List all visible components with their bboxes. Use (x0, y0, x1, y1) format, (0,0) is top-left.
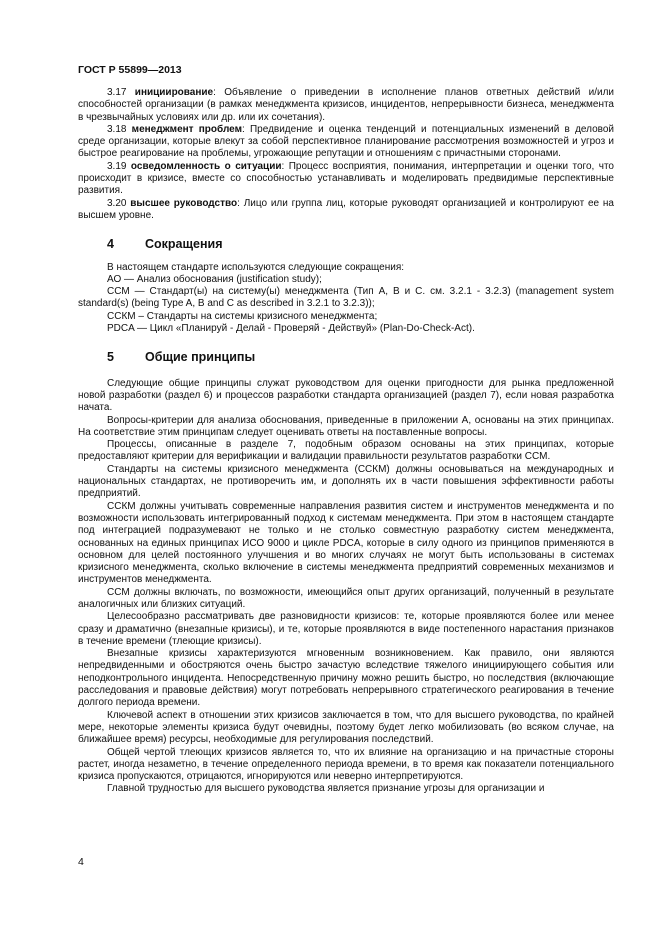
page-content (78, 87, 614, 796)
document-code: ГОСТ Р 55899—2013 (78, 64, 182, 76)
section-number: 5 (107, 350, 114, 365)
section-4-heading (78, 238, 614, 250)
paragraph: ССКМ должны учитывать современные направления развития систем и инструментов менеджмента и по возможности использовать интегрированный подход к системам менеджмента. При этом в настоящем стандарте под интеграцией подразумевают не только и не столько совместную разработку систем менеджмента, основанных на единых принципах ИСО 9000 и цикле PDCA, которые в силу одного из принципов применяются в основном для целей постоянного улучшения и во многих случаях не могут быть использованы в системах кризисного менеджмента, сколько включение в системы менеджмента предприятий современных механизмов и инструментов менеджмента. (78, 500, 614, 586)
term-definition: : Процесс восприятия, понимания, интерпретации и оценки того, что происходит в кризисе, вместе со способностью устанавливать и моделировать предвидимые перспективные развития. (78, 160, 614, 197)
abbrev-sskm: ССКМ – Стандарты на системы кризисного менеджмента; (107, 310, 378, 322)
term-name: высшее руководство (130, 197, 238, 209)
term-3-17 (78, 87, 614, 124)
paragraph: Главной трудностью для высшего руководства является признание угрозы для организации и (107, 783, 545, 795)
term-3-20 (78, 198, 614, 223)
abbrev-ssm: ССМ — Стандарт(ы) на систему(ы) менеджмента (Тип А, В и С. см. 3.2.1 - 3.2.3) (management system standard(s) (being Type A, B and C as described in 3.2.1 to 3.2.3)); (78, 286, 614, 310)
term-number: 3.20 (107, 197, 127, 209)
term-3-18 (78, 124, 614, 161)
term-number: 3.18 (107, 123, 127, 135)
page-number: 4 (78, 856, 84, 868)
paragraph: Ключевой аспект в отношении этих кризисов заключается в том, что для высшего руководства, по крайней мере, некоторые элементы кризиса будут очевидны, поэтому будет легко мобилизовать (во всяком случае, на ближайшее время) ресурсы, необходимые для регулирования последствий. (78, 709, 614, 746)
section-title: Общие принципы (145, 350, 256, 365)
term-number: 3.17 (107, 87, 127, 98)
term-definition: : Лицо или группа лиц, которые руководят организацией и контролируют ее на высшем уровне. (78, 197, 614, 221)
term-definition: : Предвидение и оценка тенденций и потенциальных изменений в деловой среде организации, которые влекут за собой перспективное планирование рассмотрения возможностей и угроз и быстрое реагирование на проблемы, угрожающие репутации и отношениям с причастными сторонами. (78, 123, 614, 160)
paragraph: ССМ должны включать, по возможности, имеющийся опыт других организаций, полученный в результате аналогичных или близких ситуаций. (78, 586, 614, 610)
term-definition: : Объявление о приведении в исполнение планов ответных действий и/или способностей организации (в рамках менеджмента кризисов, инцидентов, непрерывности бизнеса, менеджмента в чрезвычайных условиях или др. или их сочетания). (78, 87, 615, 123)
section-5-heading (78, 351, 614, 363)
paragraph: Внезапные кризисы характеризуются мгновенным возникновением. Как правило, они являются непредвиденными и обостряются очень быстро зачастую вследствие тяжелого инициирующего события или неподконтрольного инцидента. Непосредственную причину можно решить быстро, но последствия (включающие расследования и правовые действия) могут потребовать непрерывного стратегического реагирования в течение долгого периода времени. (78, 648, 614, 709)
section-title: Сокращения (145, 237, 223, 252)
paragraph: Стандарты на системы кризисного менеджмента (ССКМ) должны основываться на международных и национальных стандартах, не противоречить им, и дополнять их в части повышения эффективности работы предприятий. (78, 463, 614, 500)
paragraph: Процессы, описанные в разделе 7, подобным образом основаны на этих принципах, которые предоставляют критерии для верификации и валидации правильности результатов разработки ССМ. (78, 439, 614, 463)
paragraph: Следующие общие принципы служат руководством для оценки пригодности для рынка предложенной новой разработки (раздел 6) и процессов разработки стандарта организацией (раздел 7), если новая разработка начата. (78, 377, 614, 414)
section-number: 4 (107, 237, 114, 252)
abbrev-ao: АО — Анализ обоснования (justification study); (107, 273, 322, 285)
term-number: 3.19 (107, 160, 127, 172)
paragraph: Вопросы-критерии для анализа обоснования, приведенные в приложении А, основаны на этих принципах. На соответствие этим принципам следует оценивать ответы на поставленные вопросы. (78, 414, 614, 438)
abbrev-pdca: PDCA — Цикл «Планируй - Делай - Проверяй - Действуй» (Plan-Do-Check-Act). (107, 323, 475, 335)
term-name: менеджмент проблем (131, 123, 242, 135)
paragraph: Целесообразно рассматривать две разновидности кризисов: те, которые проявляются более или менее сразу и драматично (внезапные кризисы), и те, которые проявляются в виде постепенного нарастания признаков в течение времени (тлеющие кризисы). (78, 611, 614, 647)
abbrev-intro: В настоящем стандарте используются следующие сокращения: (107, 261, 405, 273)
paragraph: Общей чертой тлеющих кризисов является то, что их влияние на организацию и на причастные стороны растет, иногда незаметно, в течение определенного периода времени, в то время как показатели потенциального кризиса пропускаются, отрицаются, игнорируются или неверно интерпретируются. (78, 746, 614, 783)
term-name: осведомленность о ситуации (130, 160, 282, 172)
term-name: инициирование (134, 87, 214, 98)
term-3-19 (78, 161, 614, 198)
